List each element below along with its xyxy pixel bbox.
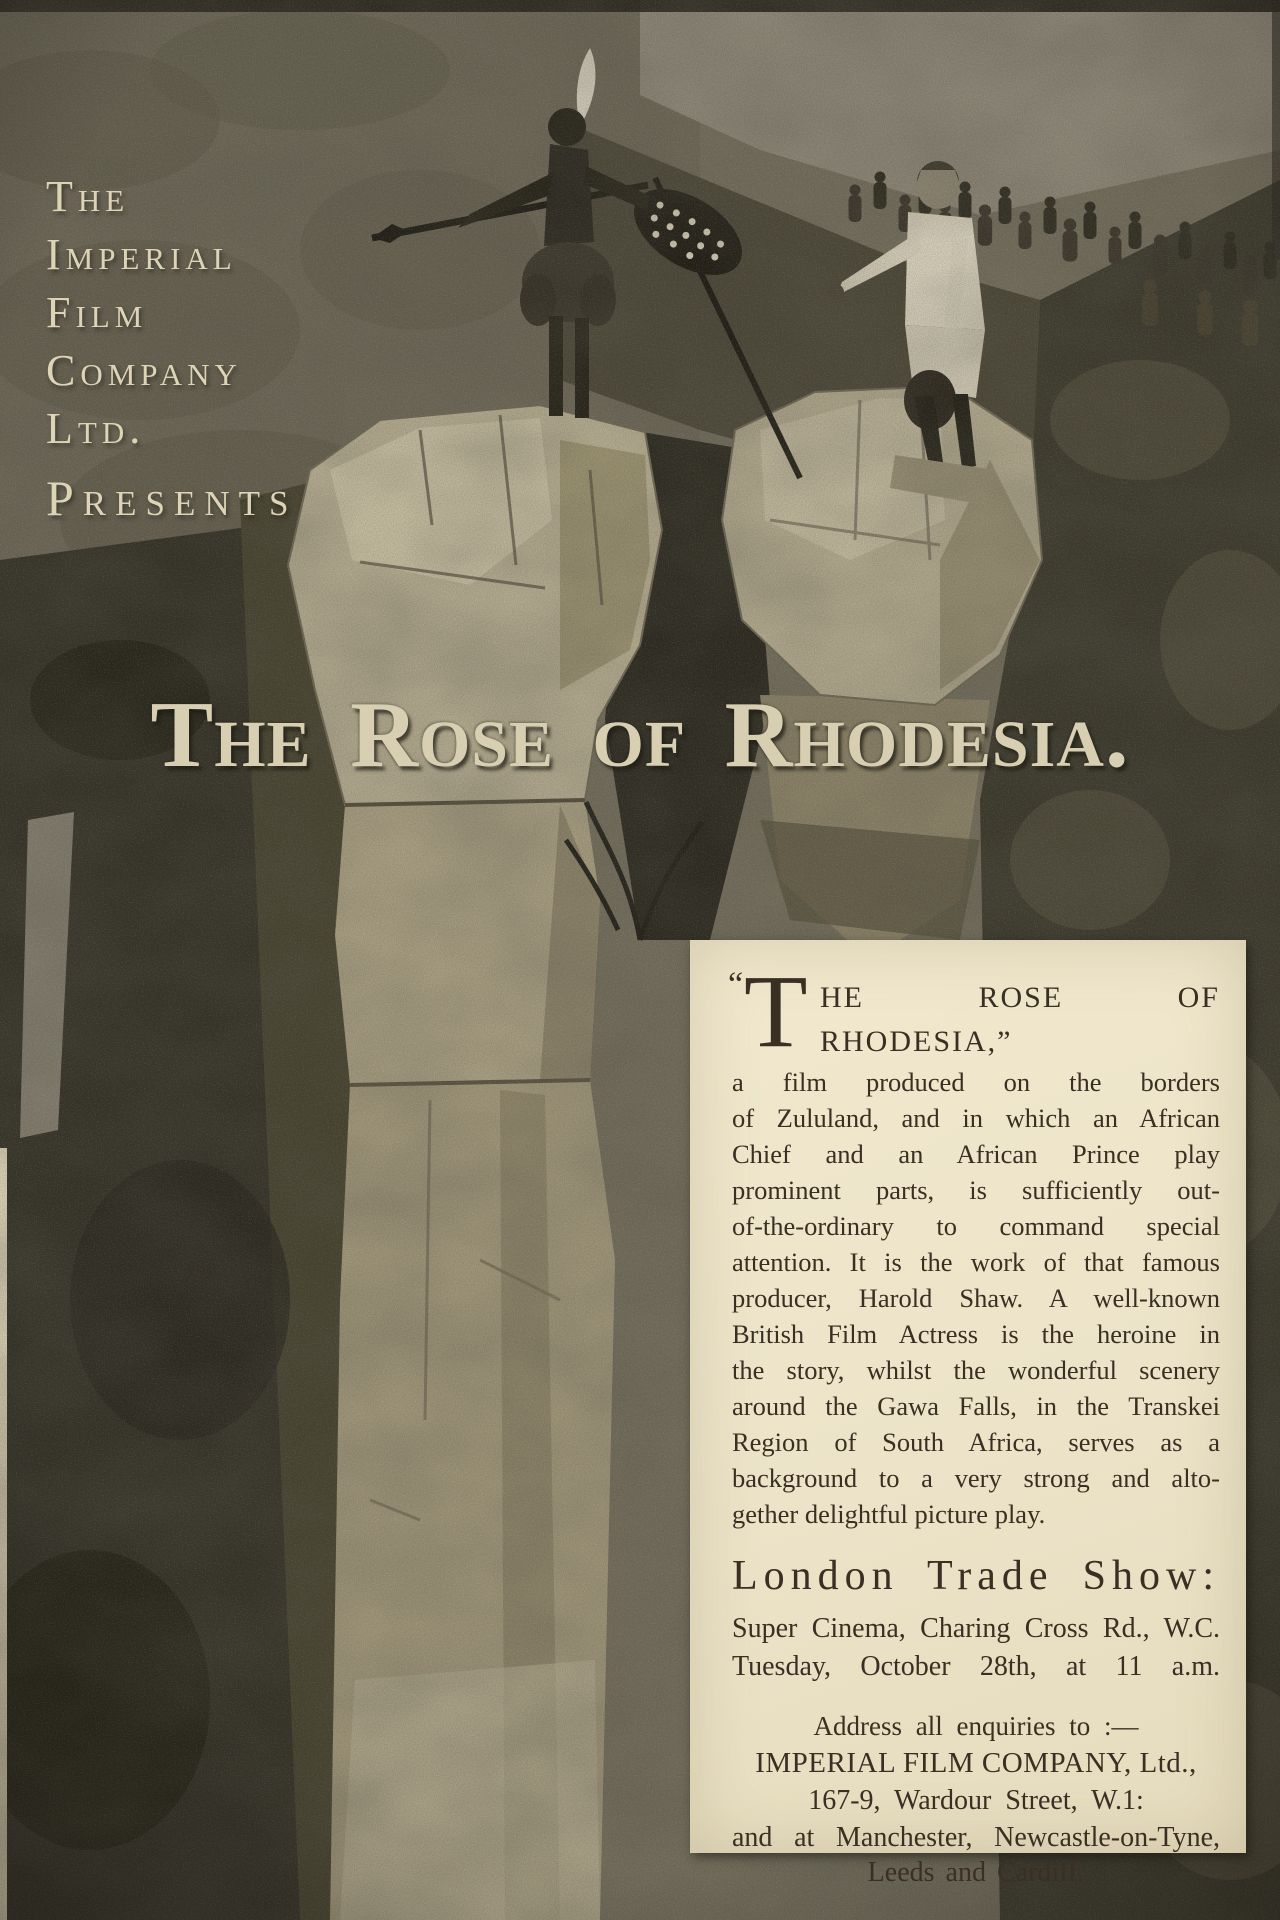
synopsis-line: of Zululand, and in which an African: [732, 1103, 1220, 1133]
synopsis-line: Chief and an African Prince play: [732, 1139, 1220, 1169]
synopsis-line: a film produced on the borders: [732, 1067, 1220, 1097]
synopsis-headline: HE ROSE OF RHODESIA,”: [820, 981, 1220, 1058]
film-title: The Rose of Rhodesia.: [150, 683, 1130, 787]
synopsis: [728, 954, 1220, 1532]
synopsis-line: background to a very strong and alto-: [732, 1463, 1220, 1493]
drop-cap-letter: T: [744, 954, 808, 1069]
info-box: [690, 940, 1246, 1888]
enquiries-branches: and at Manchester, Newcastle-on-Tyne,: [732, 1822, 1220, 1853]
trade-show-venue: Super Cinema, Charing Cross Rd., W.C.: [732, 1613, 1220, 1644]
enquiries-address: 167-9, Wardour Street, W.1:: [808, 1785, 1144, 1816]
synopsis-line: gether delightful picture play.: [732, 1499, 1046, 1529]
synopsis-line: producer, Harold Shaw. A well-known: [732, 1283, 1220, 1313]
opening-quote: “: [728, 966, 744, 1003]
drop-cap-block: [728, 954, 820, 1069]
credit-line-company: Company: [46, 346, 242, 395]
credit-line-the: The: [46, 172, 130, 221]
synopsis-line: around the Gawa Falls, in the Transkei: [732, 1391, 1220, 1421]
synopsis-line: attention. It is the work of that famous: [732, 1247, 1220, 1277]
enquiries-branches-2: Leeds and Cardiff.: [867, 1857, 1085, 1888]
credit-line-film: Film: [46, 288, 148, 337]
synopsis-line: Region of South Africa, serves as a: [732, 1427, 1220, 1457]
enquiries-company: IMPERIAL FILM COMPANY, Ltd.,: [755, 1747, 1197, 1779]
presents-label: Presents: [46, 470, 298, 526]
trade-show-heading: London Trade Show:: [732, 1553, 1220, 1599]
trade-show-datetime: Tuesday, October 28th, at 11 a.m.: [732, 1651, 1220, 1682]
credit-line-ltd: Ltd.: [46, 404, 146, 453]
synopsis-line: British Film Actress is the heroine in: [732, 1319, 1220, 1349]
publisher-credits: [46, 168, 298, 528]
synopsis-line: of-the-ordinary to command special: [732, 1211, 1220, 1241]
synopsis-line: the story, whilst the wonderful scenery: [732, 1355, 1220, 1385]
credit-line-imperial: Imperial: [46, 230, 237, 279]
enquiries-intro: Address all enquiries to :—: [813, 1711, 1139, 1741]
synopsis-line: prominent parts, is sufficiently out-: [732, 1175, 1220, 1205]
